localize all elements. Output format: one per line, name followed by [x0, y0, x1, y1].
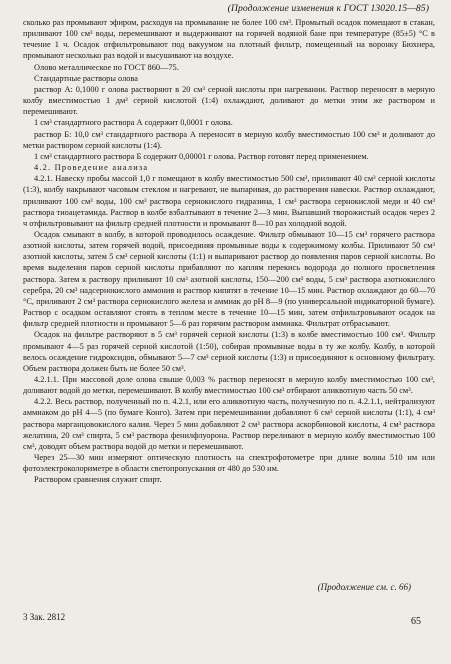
- paragraph: Осадок на фильтре растворяют в 5 см³ горячей серной кислоты (1:3) в колбе вместимостью 100 см³. Фильтр промывают 4—5 раз горячей серной кислотой (1:50), собирая промывные воды в ту же колбу. Колбу, в которой велось осаждение гидроксидов, обмывают 5—7 см³ серной кислоты (1:3) и присоединяют к основному фильтрату. Объем раствора должен быть не более 50 см³.: [23, 330, 435, 373]
- paragraph: Раствором сравнения служит спирт.: [34, 475, 162, 485]
- paragraph: Олово металлическое по ГОСТ 860—75.: [34, 62, 179, 72]
- paragraph: 4.2.1.1. При массовой доле олова свыше 0,003 % раствор переносят в мерную колбу вместимостью 100 см³, доливают водой до метки, перемешивают. В колбу вместимостью 100 см³ отбирают аликвотную часть 50 см³.: [23, 375, 435, 396]
- paragraph: 4.2.1. Навеску пробы массой 1,0 г помещают в колбу вместимостью 500 см³, приливают 40 см³ серной кислоты (1:3), колбу накрывают часовым стеклом и нагревают, не выпаривая, до растворения навески. Раствор охлаждают, приливают 100 см³ воды, 100 см³ раствора сернокислого гидразина, 1 см³ раствора сернокислой меди и 40 см³ раствора тиоацетамида. Раствор в колбе взбалтывают в течение 2—3 мин. Выпавший творожистый осадок через 2 ч отфильтровывают на фильтр средней плотности и промывают 8—10 раз холодной водой.: [23, 174, 435, 228]
- paragraph: 1 см³ стандартного раствора А содержит 0,0001 г олова.: [34, 118, 233, 128]
- page-header: (Продолжение изменения к ГОСТ 13020.15—85): [227, 3, 429, 14]
- document-body: [23, 17, 435, 486]
- section-subheading: Стандартные растворы олова: [34, 73, 138, 83]
- paragraph: 4.2.2. Весь раствор, полученный по п. 4.2.1, или его аликвотную часть, полученную по п. 4.2.1.1, нейтрализуют аммиаком до pH 4—5 (по бумаге Конго). Затем при перемешивании добавляют 6 см³ серной кислоты (1:1), 4 см³ раствора марганцовокислого калия. Через 5 мин добавляют 2 см³ раствора аскорбиновой кислоты, 4 см³ раствора желатина, 20 см³ спирта, 5 см³ раствора фенилфлуорона. Раствор переливают в мерную колбу вместимостью 100 см³, доводят объем раствора водой до метки и перемешивают.: [23, 397, 435, 451]
- paragraph: 1 см³ стандартного раствора Б содержит 0,00001 г олова. Раствор готовят перед применением.: [34, 151, 369, 161]
- paragraph: раствор Б: 10,0 см³ стандартного раствора А переносят в мерную колбу вместимостью 100 см³ и доливают до метки раствором серной кислоты (1:4).: [23, 129, 435, 150]
- paragraph: Осадок смывают в колбу, в которой проводилось осаждение. Фильтр обмывают 10—15 см³ горячего раствора азотной кислоты, затем горячей водой, присоединяя промывные воды к содержимому колбы. Приливают 50 см³ азотной кислоты, затем 5 см³ серной кислоты (1:1) и выпаривают раствор до появления паров серной кислоты. Во время выделения паров серной кислоты прибавляют по каплям перекись водорода до полного просветления раствора. Затем к раствору приливают 10 см³ азотной кислоты, 150—200 см³ воды, 5 см³ раствора азотнокислого серебра, 20 см³ надсернокислого аммония и раствор кипятят в течение 10—15 мин. Раствор охлаждают до 60—70 °С, приливают 2 см³ раствора сернокислого железа и аммиак до pH 8—9 (по универсальной индикаторной бумаге). Раствор с осадком оставляют стоять в теплом месте в течение 10—15 мин, затем отфильтровывают осадок на фильтр средней плотности и промывают 5—6 раз горячим раствором аммиака. Фильтрат отбрасывают.: [23, 229, 435, 329]
- paragraph: сколько раз промывают эфиром, расходуя на промывание не более 100 см³. Промытый осадок помещают в стакан, приливают 100 см³ воды, перемешивают и выдерживают на горячей водяной бане при температуре (85±5) °С в течение 1 ч. Осадок отфильтровывают под вакуумом на плотный фильтр, помещенный на воронку Бюхнера, промывают несколько раз водой и высушивают на воздухе.: [23, 18, 435, 61]
- section-heading: 4.2. Проведение анализа: [34, 163, 149, 173]
- continuation-note: (Продолжение см. с. 66): [317, 582, 411, 592]
- paragraph: Через 25—30 мин измеряют оптическую плотность на спектрофотометре при длине волны 510 нм или фотоэлектроколориметре в области светопропускания от 480 до 530 нм.: [23, 453, 435, 474]
- print-order-number: 3 Зак. 2812: [23, 612, 66, 622]
- page-number: 65: [411, 616, 421, 627]
- paragraph: раствор А: 0,1000 г олова растворяют в 20 см³ серной кислоты при нагревании. Раствор переносят в мерную колбу вместимостью 1 дм³ серной кислотой (1:4) охлаждают, доливают до метки этим же раствором и перемешивают.: [23, 84, 435, 117]
